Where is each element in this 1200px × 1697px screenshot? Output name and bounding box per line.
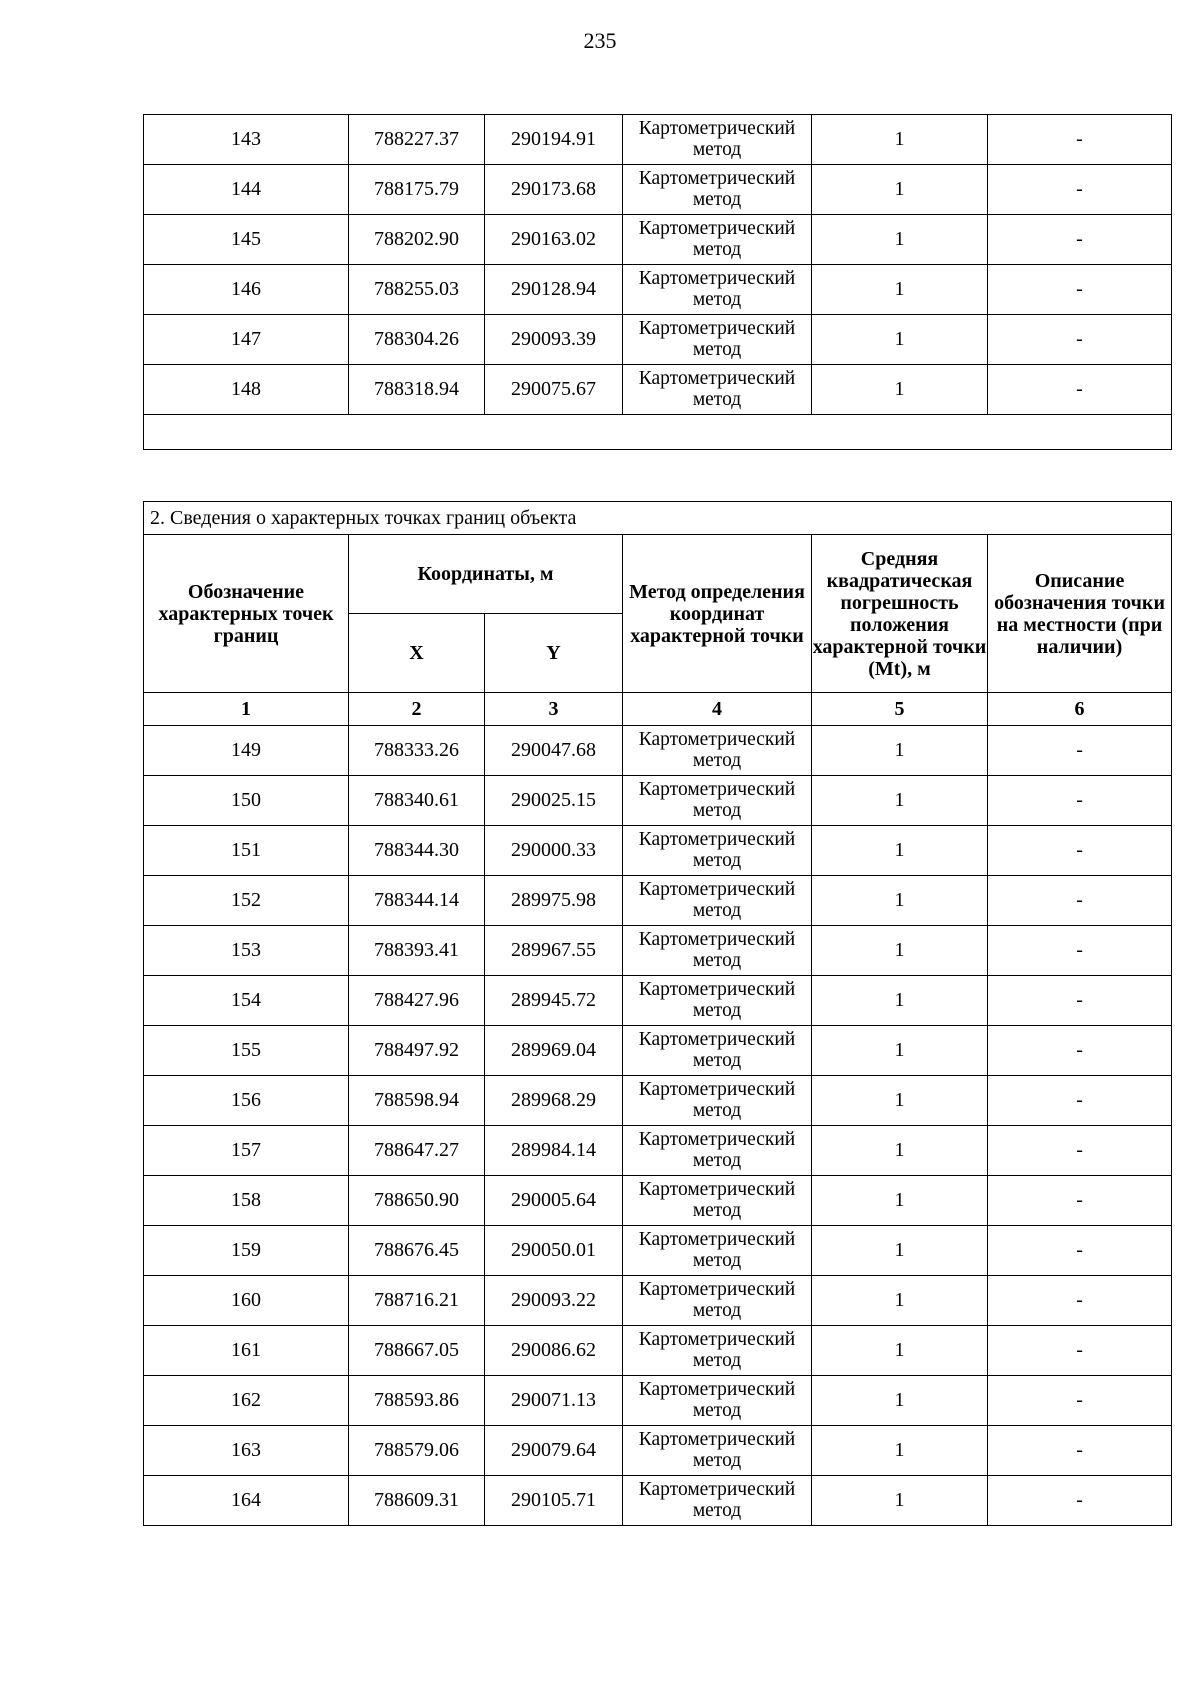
- x-coordinate-cell: 788340.61: [349, 776, 485, 826]
- point-cell: 163: [144, 1426, 349, 1476]
- method-cell: Картометрический метод: [623, 1326, 812, 1376]
- description-cell: -: [988, 1476, 1172, 1526]
- y-coordinate-cell: 290000.33: [485, 826, 623, 876]
- y-coordinate-cell: 290025.15: [485, 776, 623, 826]
- method-cell: Картометрический метод: [623, 1126, 812, 1176]
- description-cell: -: [988, 265, 1172, 315]
- error-cell: 1: [812, 726, 988, 776]
- column-number: 4: [623, 693, 812, 726]
- point-cell: 161: [144, 1326, 349, 1376]
- y-coordinate-cell: 290163.02: [485, 215, 623, 265]
- x-coordinate-cell: 788318.94: [349, 365, 485, 415]
- description-cell: -: [988, 1026, 1172, 1076]
- y-coordinate-cell: 290105.71: [485, 1476, 623, 1526]
- y-coordinate-cell: 290047.68: [485, 726, 623, 776]
- description-cell: -: [988, 1426, 1172, 1476]
- point-cell: 159: [144, 1226, 349, 1276]
- y-coordinate-cell: 290075.67: [485, 365, 623, 415]
- method-cell: Картометрический метод: [623, 1226, 812, 1276]
- error-cell: 1: [812, 1176, 988, 1226]
- description-cell: -: [988, 365, 1172, 415]
- table-row: [144, 115, 1172, 165]
- point-cell: 160: [144, 1276, 349, 1326]
- x-coordinate-cell: 788598.94: [349, 1076, 485, 1126]
- method-cell: Картометрический метод: [623, 926, 812, 976]
- description-cell: -: [988, 115, 1172, 165]
- x-coordinate-cell: 788647.27: [349, 1126, 485, 1176]
- y-coordinate-cell: 290050.01: [485, 1226, 623, 1276]
- y-coordinate-cell: 290005.64: [485, 1176, 623, 1226]
- method-cell: Картометрический метод: [623, 265, 812, 315]
- description-cell: -: [988, 1226, 1172, 1276]
- y-coordinate-cell: 289984.14: [485, 1126, 623, 1176]
- point-cell: 158: [144, 1176, 349, 1226]
- table-row: [144, 1026, 1172, 1076]
- y-coordinate-cell: 290071.13: [485, 1376, 623, 1426]
- blank-row: [144, 415, 1172, 450]
- point-cell: 164: [144, 1476, 349, 1526]
- point-cell: 154: [144, 976, 349, 1026]
- blank-cell: [144, 415, 1172, 450]
- point-cell: 146: [144, 265, 349, 315]
- table-row: [144, 1126, 1172, 1176]
- x-coordinate-cell: 788579.06: [349, 1426, 485, 1476]
- coordinates-table-continued: [143, 114, 1172, 450]
- x-coordinate-cell: 788609.31: [349, 1476, 485, 1526]
- y-coordinate-cell: 290086.62: [485, 1326, 623, 1376]
- table-row: [144, 1226, 1172, 1276]
- method-cell: Картометрический метод: [623, 1376, 812, 1426]
- error-cell: 1: [812, 365, 988, 415]
- header-description: Описание обозначения точки на местности (при наличии): [988, 535, 1172, 693]
- error-cell: 1: [812, 1326, 988, 1376]
- page-number: 235: [583, 28, 617, 53]
- point-cell: 152: [144, 876, 349, 926]
- table-row: [144, 315, 1172, 365]
- method-cell: Картометрический метод: [623, 976, 812, 1026]
- y-coordinate-cell: 289968.29: [485, 1076, 623, 1126]
- description-cell: -: [988, 826, 1172, 876]
- y-coordinate-cell: 289967.55: [485, 926, 623, 976]
- point-cell: 162: [144, 1376, 349, 1426]
- method-cell: Картометрический метод: [623, 1476, 812, 1526]
- header-x: X: [349, 614, 485, 693]
- table-row: [144, 1426, 1172, 1476]
- table-row: [144, 726, 1172, 776]
- method-cell: Картометрический метод: [623, 315, 812, 365]
- column-number: 1: [144, 693, 349, 726]
- description-cell: -: [988, 776, 1172, 826]
- x-coordinate-cell: 788393.41: [349, 926, 485, 976]
- table-row: [144, 776, 1172, 826]
- table-row: [144, 826, 1172, 876]
- x-coordinate-cell: 788304.26: [349, 315, 485, 365]
- table-row: [144, 1326, 1172, 1376]
- column-numbers-row: [144, 693, 1172, 726]
- method-cell: Картометрический метод: [623, 1426, 812, 1476]
- table-row: [144, 1476, 1172, 1526]
- method-cell: Картометрический метод: [623, 1026, 812, 1076]
- error-cell: 1: [812, 826, 988, 876]
- description-cell: -: [988, 1126, 1172, 1176]
- table-row: [144, 1376, 1172, 1426]
- x-coordinate-cell: 788650.90: [349, 1176, 485, 1226]
- method-cell: Картометрический метод: [623, 1276, 812, 1326]
- description-cell: -: [988, 1176, 1172, 1226]
- error-cell: 1: [812, 315, 988, 365]
- table-row: [144, 215, 1172, 265]
- point-cell: 148: [144, 365, 349, 415]
- column-number: 6: [988, 693, 1172, 726]
- table-row: [144, 165, 1172, 215]
- point-cell: 151: [144, 826, 349, 876]
- error-cell: 1: [812, 976, 988, 1026]
- method-cell: Картометрический метод: [623, 115, 812, 165]
- error-cell: 1: [812, 776, 988, 826]
- table-row: [144, 876, 1172, 926]
- error-cell: 1: [812, 926, 988, 976]
- x-coordinate-cell: 788202.90: [349, 215, 485, 265]
- error-cell: 1: [812, 1226, 988, 1276]
- x-coordinate-cell: 788175.79: [349, 165, 485, 215]
- y-coordinate-cell: 290093.22: [485, 1276, 623, 1326]
- table-row: [144, 1076, 1172, 1126]
- header-y: Y: [485, 614, 623, 693]
- error-cell: 1: [812, 876, 988, 926]
- x-coordinate-cell: 788333.26: [349, 726, 485, 776]
- point-cell: 156: [144, 1076, 349, 1126]
- x-coordinate-cell: 788344.14: [349, 876, 485, 926]
- header-coords: Координаты, м: [349, 535, 623, 614]
- column-number: 3: [485, 693, 623, 726]
- table-row: [144, 1176, 1172, 1226]
- y-coordinate-cell: 290173.68: [485, 165, 623, 215]
- x-coordinate-cell: 788427.96: [349, 976, 485, 1026]
- error-cell: 1: [812, 1276, 988, 1326]
- section-title: 2. Сведения о характерных точках границ объекта: [144, 502, 1172, 535]
- error-cell: 1: [812, 265, 988, 315]
- column-number: 2: [349, 693, 485, 726]
- description-cell: -: [988, 1276, 1172, 1326]
- table-row: [144, 365, 1172, 415]
- method-cell: Картометрический метод: [623, 1076, 812, 1126]
- point-cell: 150: [144, 776, 349, 826]
- error-cell: 1: [812, 1476, 988, 1526]
- point-cell: 147: [144, 315, 349, 365]
- header-row-1: [144, 535, 1172, 614]
- table-row: [144, 1276, 1172, 1326]
- method-cell: Картометрический метод: [623, 1176, 812, 1226]
- table-row: [144, 976, 1172, 1026]
- description-cell: -: [988, 1076, 1172, 1126]
- error-cell: 1: [812, 215, 988, 265]
- x-coordinate-cell: 788593.86: [349, 1376, 485, 1426]
- error-cell: 1: [812, 165, 988, 215]
- description-cell: -: [988, 1376, 1172, 1426]
- column-number: 5: [812, 693, 988, 726]
- y-coordinate-cell: 289969.04: [485, 1026, 623, 1076]
- error-cell: 1: [812, 1126, 988, 1176]
- error-cell: 1: [812, 1076, 988, 1126]
- description-cell: -: [988, 976, 1172, 1026]
- description-cell: -: [988, 926, 1172, 976]
- table-row: [144, 265, 1172, 315]
- description-cell: -: [988, 726, 1172, 776]
- y-coordinate-cell: 290194.91: [485, 115, 623, 165]
- header-point: Обозначение характерных точек границ: [144, 535, 349, 693]
- table2-body: [144, 726, 1172, 1526]
- point-cell: 153: [144, 926, 349, 976]
- method-cell: Картометрический метод: [623, 726, 812, 776]
- x-coordinate-cell: 788676.45: [349, 1226, 485, 1276]
- point-cell: 155: [144, 1026, 349, 1076]
- header-method: Метод определения координат характерной точки: [623, 535, 812, 693]
- point-cell: 144: [144, 165, 349, 215]
- x-coordinate-cell: 788497.92: [349, 1026, 485, 1076]
- description-cell: -: [988, 1326, 1172, 1376]
- y-coordinate-cell: 289975.98: [485, 876, 623, 926]
- header-error: Средняя квадратическая погрешность положения характерной точки (Mt), м: [812, 535, 988, 693]
- section-title-row: [144, 502, 1172, 535]
- characteristic-points-table: [143, 501, 1172, 1526]
- x-coordinate-cell: 788667.05: [349, 1326, 485, 1376]
- error-cell: 1: [812, 1376, 988, 1426]
- description-cell: -: [988, 165, 1172, 215]
- error-cell: 1: [812, 115, 988, 165]
- method-cell: Картометрический метод: [623, 165, 812, 215]
- x-coordinate-cell: 788344.30: [349, 826, 485, 876]
- method-cell: Картометрический метод: [623, 365, 812, 415]
- method-cell: Картометрический метод: [623, 876, 812, 926]
- y-coordinate-cell: 290093.39: [485, 315, 623, 365]
- point-cell: 157: [144, 1126, 349, 1176]
- description-cell: -: [988, 215, 1172, 265]
- y-coordinate-cell: 289945.72: [485, 976, 623, 1026]
- point-cell: 145: [144, 215, 349, 265]
- description-cell: -: [988, 315, 1172, 365]
- x-coordinate-cell: 788716.21: [349, 1276, 485, 1326]
- error-cell: 1: [812, 1426, 988, 1476]
- method-cell: Картометрический метод: [623, 215, 812, 265]
- y-coordinate-cell: 290079.64: [485, 1426, 623, 1476]
- table1-body: [144, 115, 1172, 415]
- method-cell: Картометрический метод: [623, 776, 812, 826]
- y-coordinate-cell: 290128.94: [485, 265, 623, 315]
- table-row: [144, 926, 1172, 976]
- x-coordinate-cell: 788227.37: [349, 115, 485, 165]
- description-cell: -: [988, 876, 1172, 926]
- error-cell: 1: [812, 1026, 988, 1076]
- method-cell: Картометрический метод: [623, 826, 812, 876]
- x-coordinate-cell: 788255.03: [349, 265, 485, 315]
- point-cell: 143: [144, 115, 349, 165]
- point-cell: 149: [144, 726, 349, 776]
